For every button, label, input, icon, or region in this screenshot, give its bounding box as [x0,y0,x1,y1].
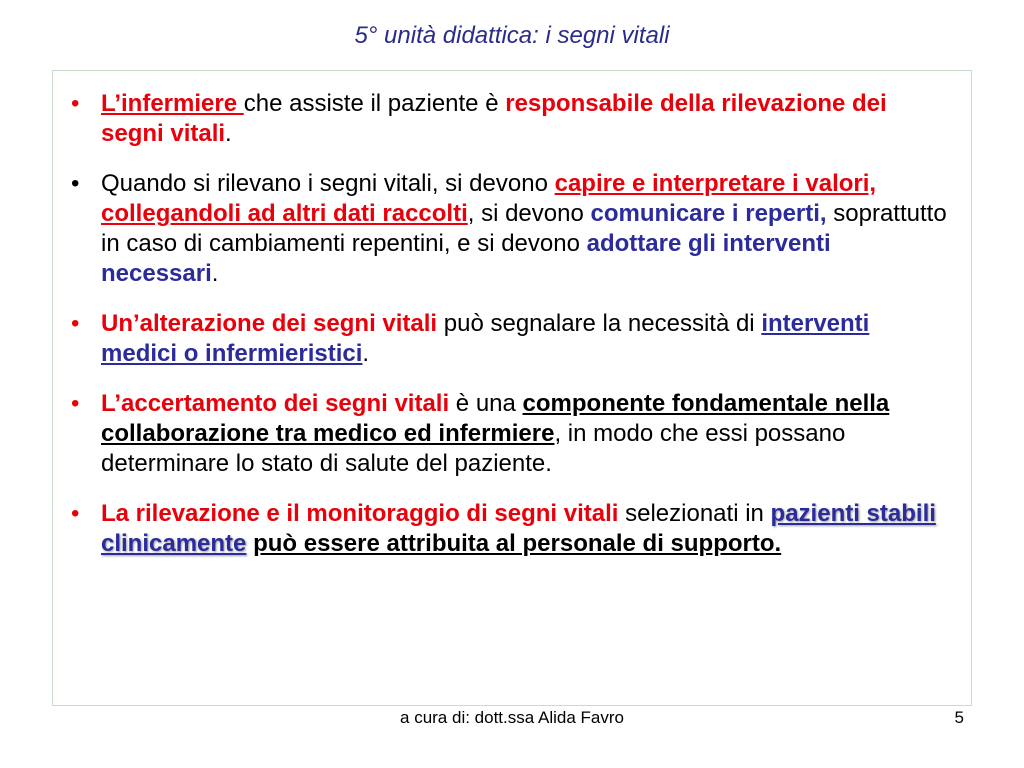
footer-author: a cura di: dott.ssa Alida Favro [400,708,624,727]
slide-title: 5° unità didattica: i segni vitali [354,22,670,49]
bullet-list [53,71,971,559]
page-number: 5 [954,708,964,727]
bullet-text-segment: capire e interpretare i valori, collegandoli ad altri dati raccolti [101,170,877,227]
bullet-item [53,389,951,479]
bullet-text-segment: che assiste il paziente è [243,90,506,117]
bullet-marker: • [71,90,80,117]
bullet-text-segment: Quando si rilevano i segni vitali, si devono [101,170,555,197]
bullet-text-segment: adottare gli interventi necessari [101,230,831,287]
bullet-marker: • [71,170,80,197]
bullet-marker: • [71,500,80,527]
bullet-text-segment: , si devono [467,200,591,227]
bullet-marker: • [71,310,80,337]
bullet-text-segment: interventi medici o infermieristici [101,310,870,367]
bullet-text-segment: può segnalare la necessità di [437,310,762,337]
bullet-text-segment: pazienti stabili clinicamente [101,500,936,557]
bullet-text-segment: è una [449,390,523,417]
bullet-text-segment: Un’alterazione dei segni vitali [101,310,438,337]
bullet-text-segment: . [362,340,370,367]
bullet-marker: • [71,390,80,417]
bullet-text-segment: componente fondamentale nella collaborazione tra medico ed infermiere [101,390,890,447]
bullet-text-segment: selezionati in [618,500,771,527]
bullet-item [53,309,951,369]
bullet-text-segment: responsabile della rilevazione dei segni vitali [101,90,887,147]
bullet-text-segment: . [225,120,232,147]
bullet-item [53,169,951,289]
content-box [52,70,972,706]
bullet-text-segment: L’infermiere [101,90,244,117]
bullet-text-segment: , in modo che essi possano determinare lo stato di salute del paziente. [101,420,846,477]
bullet-text-segment: può essere attribuita al personale di supporto. [253,530,782,557]
bullet-text-segment: comunicare i reperti, [590,200,827,227]
bullet-item [53,499,951,559]
bullet-text-segment: La rilevazione e il monitoraggio di segni vitali [101,500,619,527]
bullet-item [53,89,951,149]
bullet-text-segment: soprattutto in caso di cambiamenti repentini, e si devono [101,200,947,257]
bullet-text-segment: L’accertamento dei segni vitali [101,390,450,417]
bullet-text-segment: . [211,260,219,287]
